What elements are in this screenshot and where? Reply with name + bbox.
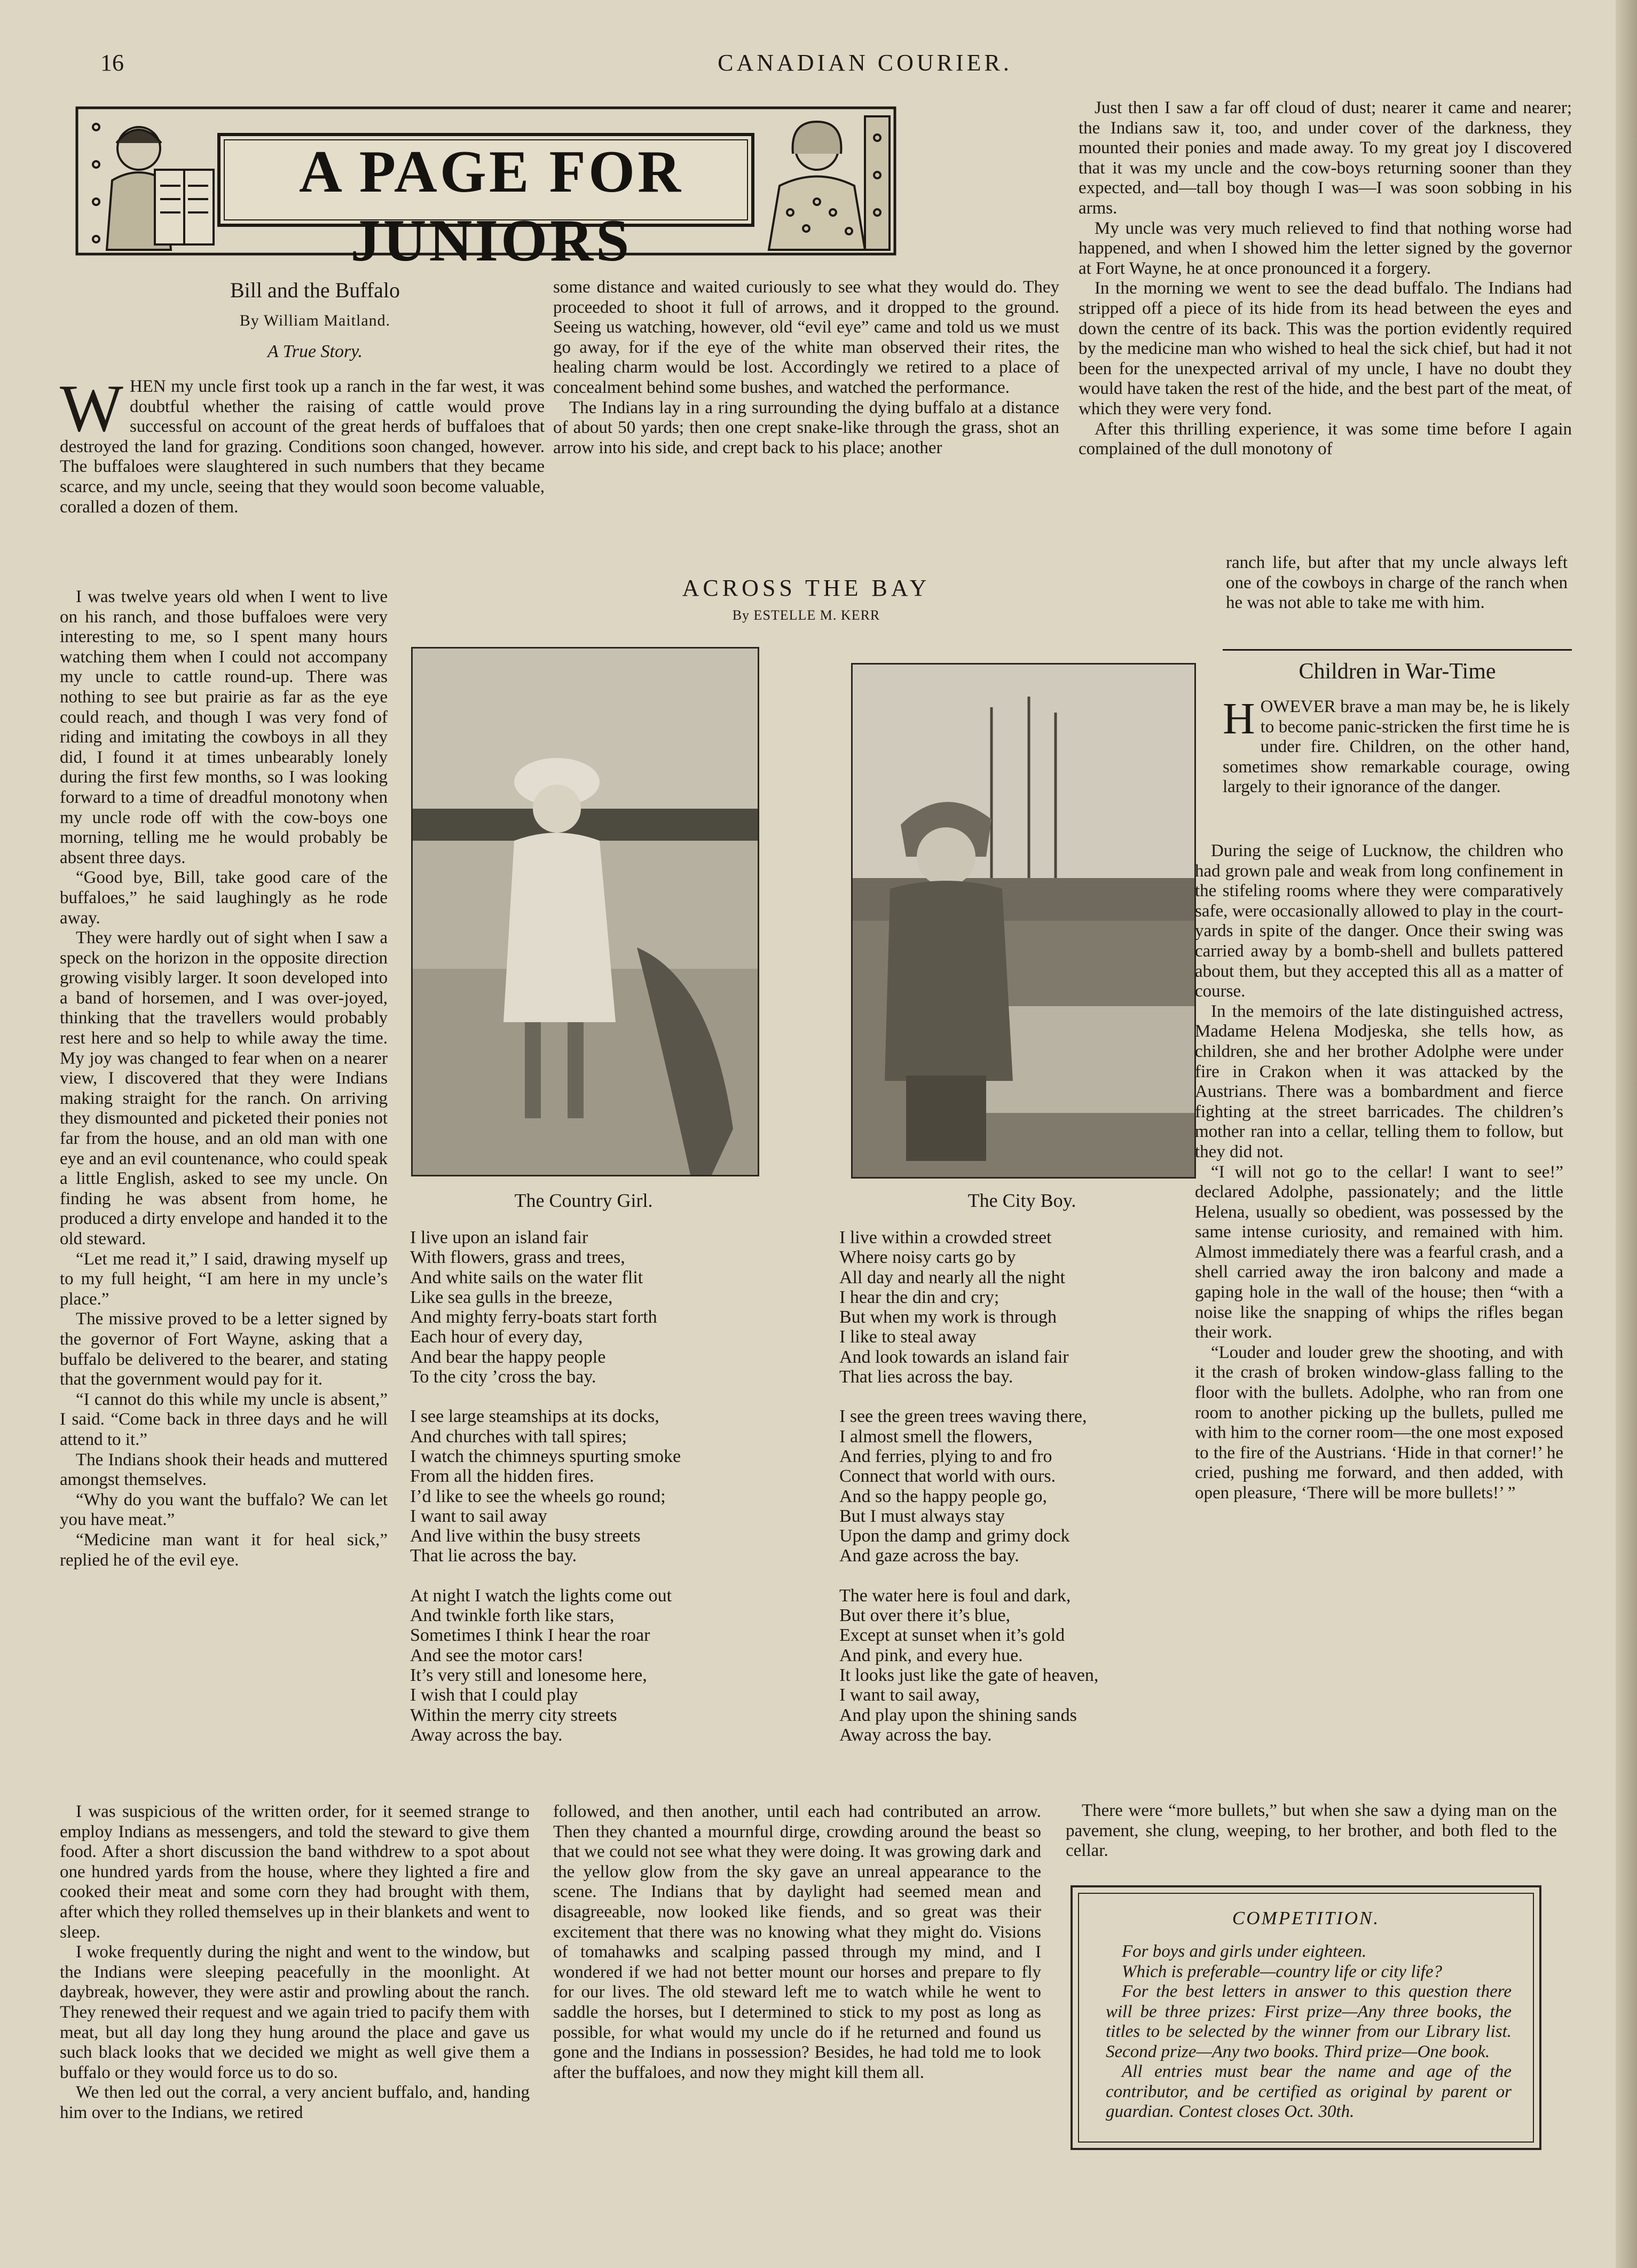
children-body bbox=[1195, 841, 1563, 1800]
poem-line: Upon the damp and grimy dock bbox=[839, 1526, 1070, 1546]
children-paragraph: During the seige of Lucknow, the children who had grown pale and weak from long confinement in the stifeling rooms where they were comparatively safe, were occasionally allowed to play in the court-yards in spite of the danger. Once their swing was carried away by a bomb-shell and bullets pattered about them, but they accepted this all as a matter of course. bbox=[1195, 841, 1563, 1001]
poem-byline: By ESTELLE M. KERR bbox=[732, 607, 880, 623]
poem-stanza bbox=[410, 1406, 741, 1566]
poem-line: And ferries, plying to and fro bbox=[839, 1446, 1052, 1466]
competition-paragraph: For boys and girls under eighteen. bbox=[1122, 1942, 1367, 1961]
story-paragraph: The Indians lay in a ring surrounding the dying buffalo at a distance of about 50 yards; then one crept snake-like through the grass, shot an arrow into his side, and crept back to his place; another bbox=[553, 398, 1059, 457]
page-number: 16 bbox=[100, 50, 124, 76]
poem-line: Except at sunset when it’s gold bbox=[839, 1625, 1065, 1646]
poem-line: At night I watch the lights come out bbox=[410, 1585, 672, 1606]
poem-line: But when my work is through bbox=[839, 1307, 1057, 1327]
country-girl-verses bbox=[410, 1228, 741, 1765]
section-rule bbox=[1223, 649, 1572, 651]
story-paragraph: HEN my uncle first took up a ranch in the far west, it was doubtful whether the raising of cattle would prove successful on account of the great herds of buffaloes that destroyed the land for grazing. Conditions soon changed, however. The buffaloes were slaughtered in such numbers that they became scarce, and my uncle, seeing that they would soon become valuable, coralled a dozen of them. bbox=[60, 377, 545, 517]
story-paragraph: The missive proved to be a letter signed by the governor of Fort Wayne, asking that a buffalo be delivered to the bearer, and stating that the government would pay for it. bbox=[60, 1309, 388, 1389]
competition-paragraph: For the best letters in answer to this question there will be three prizes: First prize—Any three books, the titles to be selected by the winner from our Library list. Second prize—Any two books. Third prize—One book. bbox=[1106, 1982, 1512, 2061]
city-boy-photo bbox=[851, 663, 1196, 1179]
children-paragraph: In the memoirs of the late distinguished actress, Madame Helena Modjeska, she tells how, as children, she and her brother Adolphe were under fire in Crakon when it was attacked by the Austrians. There was a bombardment and fierce fighting at the street barricades. The children’s mother ran into a cellar, telling them to follow, but they did not. bbox=[1195, 1001, 1563, 1161]
poem-line: That lie across the bay. bbox=[410, 1546, 577, 1566]
poem-line: I see large steamships at its docks, bbox=[410, 1406, 659, 1427]
poem-line: Like sea gulls in the breeze, bbox=[410, 1287, 613, 1307]
poem-line: I’d like to see the wheels go round; bbox=[410, 1486, 666, 1506]
competition-box bbox=[1071, 1885, 1541, 2150]
poem-line: I almost smell the flowers, bbox=[839, 1426, 1033, 1447]
story-column-3-top bbox=[1079, 98, 1572, 550]
poem-line: Each hour of every day, bbox=[410, 1327, 583, 1347]
competition-title: COMPETITION. bbox=[1232, 1908, 1380, 1929]
poem-line: And mighty ferry-boats start forth bbox=[410, 1307, 657, 1327]
poem-line: And churches with tall spires; bbox=[410, 1426, 627, 1447]
story-opening bbox=[60, 377, 545, 585]
story-paragraph: I was twelve years old when I went to live on his ranch, and those buffaloes were very interesting to me, so I spent many hours watching them when I could not accompany my uncle to cattle round-up. There was nothing to see but prairie as far as the eye could reach, and though I was very fond of riding and imitating the cowboys in all they did, I found it at times unbearably lonely during the first few months, so I was looking forward to a time of dreadful monotony when my uncle rode off with the cow-boys one morning, telling me he would probably be absent three days. bbox=[60, 587, 388, 867]
story-paragraph: “I cannot do this while my uncle is absent,” I said. “Come back in three days and he will attend to it.” bbox=[60, 1389, 388, 1449]
poem-line: I live within a crowded street bbox=[839, 1228, 1052, 1247]
poem-line: Sometimes I think I hear the roar bbox=[410, 1625, 650, 1646]
poem-line: And gaze across the bay. bbox=[839, 1546, 1019, 1566]
story-title: Bill and the Buffalo bbox=[230, 278, 400, 302]
story-paragraph: “Medicine man want it for heal sick,” replied he of the evil eye. bbox=[60, 1530, 388, 1570]
poem-line: And white sails on the water flit bbox=[410, 1267, 643, 1287]
poem-line: From all the hidden fires. bbox=[410, 1466, 594, 1487]
story-paragraph: In the morning we went to see the dead buffalo. The Indians had stripped off a piece of its hide from its head between the eyes and down the centre of its back. This was the portion evidently required by the medicine man who wished to heal the sick chief, but had it not been for the unexpected arrival of my uncle, I have no doubt they would have taken the rest of the hide, and the best part of the meat, of which they were very fond. bbox=[1079, 279, 1572, 418]
children-paragraph: OWEVER brave a man may be, he is likely to become panic-stricken the first time he is under fire. Children, on the other hand, sometimes show remarkable courage, owing largely to their ignorance of the danger. bbox=[1223, 697, 1570, 797]
poem-line: And look towards an island fair bbox=[839, 1347, 1069, 1367]
page-edge-shadow bbox=[1616, 0, 1637, 2268]
competition-text bbox=[1106, 1942, 1512, 2122]
poem-line: And so the happy people go, bbox=[839, 1486, 1048, 1506]
story-paragraph: After this thrilling experience, it was some time before I again complained of the dull monotony of bbox=[1079, 419, 1572, 459]
poem-stanza bbox=[839, 1586, 1192, 1745]
poem-line: I watch the chimneys spurting smoke bbox=[410, 1446, 681, 1466]
poem-line: To the city ’cross the bay. bbox=[410, 1367, 596, 1387]
story-paragraph: My uncle was very much relieved to find that nothing worse had happened, and when I showed him the letter signed by the governor at Fort Wayne, he at once pronounced it a forgery. bbox=[1079, 218, 1572, 278]
story-paragraph: followed, and then another, until each had contributed an arrow. Then they chanted a mournful dirge, crowding around the beast so that we could not see what they were doing. It was growing dark and the yellow glow from the sky gave an unreal appearance to the scene. The Indians that by daylight had seemed mean and disagreeable, now looked like fiends, and so great was their excitement that there was no knowing what they might do. Visions of tomahawks and scalping passed through my mind, and I wondered if we had not better mount our horses and prepare to fly for our lives. The old steward left me to watch while he went to saddle the horses, but I determined to stick to my post as long as possible, for what would my uncle do if he returned and found us gone and the Indians in possession? Besides, he had told me to look after the buffaloes, and now they might kill them all. bbox=[553, 1802, 1041, 2082]
story-column-3-narrow bbox=[1226, 553, 1568, 644]
poem-line: Away across the bay. bbox=[410, 1725, 563, 1745]
children-title: Children in War-Time bbox=[1298, 659, 1496, 684]
poem-line: Within the merry city streets bbox=[410, 1705, 617, 1725]
story-paragraph: “Good bye, Bill, take good care of the buffaloes,” he said laughingly as he rode away. bbox=[60, 868, 388, 928]
poem-stanza bbox=[410, 1228, 741, 1387]
story-dropcap: W bbox=[60, 377, 123, 446]
competition-paragraph: Which is preferable—country life or city life? bbox=[1122, 1962, 1442, 1981]
poem-line: The water here is foul and dark, bbox=[839, 1585, 1071, 1606]
story-paragraph: The Indians shook their heads and muttered amongst themselves. bbox=[60, 1450, 388, 1490]
poem-stanza bbox=[410, 1586, 741, 1745]
country-girl-caption: The Country Girl. bbox=[514, 1190, 653, 1211]
competition-paragraph: All entries must bear the name and age of the contributor, and be certified as original by parent or guardian. Contest closes Oct. 30th. bbox=[1106, 2062, 1512, 2121]
juniors-banner bbox=[75, 106, 897, 274]
poem-line: It looks just like the gate of heaven, bbox=[839, 1665, 1099, 1685]
story-column-2-bottom bbox=[553, 1802, 1041, 2213]
poem-line: And pink, and every hue. bbox=[839, 1645, 1023, 1665]
children-paragraph: “Louder and louder grew the shooting, and with it the crash of broken window-glass falling to the floor with the bullets. Adolphe, who ran from one room to another picking up the bullets, pulled me with him to the corner room—the one most exposed to the fire of the Austrians. ‘Hide in that corner!’ he cried, pushing me forward, and then added, with open pleasure, ‘There will be more bullets!’ ” bbox=[1195, 1342, 1563, 1503]
story-paragraph: We then led out the corral, a very ancient buffalo, and, handing him over to the Indians, we retired bbox=[60, 2083, 530, 2122]
story-column-1-narrow bbox=[60, 587, 388, 1804]
poem-line: And play upon the shining sands bbox=[839, 1705, 1077, 1725]
story-paragraph: “Why do you want the buffalo? We can let you have meat.” bbox=[60, 1490, 388, 1530]
poem-line: It’s very still and lonesome here, bbox=[410, 1665, 647, 1685]
story-tagline: A True Story. bbox=[267, 342, 363, 361]
story-paragraph: I was suspicious of the written order, for it seemed strange to employ Indians as messengers, and told the steward to give them food. After a short discussion the band withdrew to a spot about one hundred yards from the house, where they lighted a fire and cooked their meat and some corn they had brought with them, after which they rolled themselves up in their blankets and went to sleep. bbox=[60, 1802, 530, 1942]
boy-reading-illustration bbox=[93, 124, 214, 250]
banner-title: A PAGE FOR JUNIORS bbox=[299, 139, 683, 274]
girl-sewing-illustration bbox=[769, 116, 890, 250]
story-column-1-bottom bbox=[60, 1802, 530, 2197]
poem-line: All day and nearly all the night bbox=[839, 1267, 1065, 1287]
poem-line: And twinkle forth like stars, bbox=[410, 1606, 615, 1626]
story-paragraph: ranch life, but after that my uncle always left one of the cowboys in charge of the ranch when he was not able to take me with him. bbox=[1226, 553, 1568, 613]
poem-line: I live upon an island fair bbox=[410, 1228, 588, 1247]
poem-stanza bbox=[839, 1406, 1192, 1566]
poem-line: I hear the din and cry; bbox=[839, 1287, 999, 1307]
poem-line: Away across the bay. bbox=[839, 1725, 992, 1745]
poem-line: That lies across the bay. bbox=[839, 1367, 1013, 1387]
competition-inner-frame bbox=[1078, 1893, 1534, 2143]
poem-line: I want to sail away, bbox=[839, 1685, 980, 1705]
running-head: CANADIAN COURIER. bbox=[718, 50, 1012, 76]
country-girl-photo bbox=[411, 647, 759, 1176]
story-paragraph: I woke frequently during the night and went to the window, but the Indians were sleeping peacefully in the moonlight. At daybreak, however, they were astir and prowling about the ranch. They renewed their request and we again tried to pacify them with meat, but all day long they hung around the place and gave us such black looks that we decided we might as well give them a buffalo or they would force us to do so. bbox=[60, 1942, 530, 2082]
poem-line: With flowers, grass and trees, bbox=[410, 1247, 625, 1268]
poem-line: Where noisy carts go by bbox=[839, 1247, 1016, 1268]
children-opening bbox=[1223, 697, 1570, 847]
story-paragraph: “Let me read it,” I said, drawing myself up to my full height, “I am here in my uncle’s place.” bbox=[60, 1249, 388, 1309]
poem-line: And live within the busy streets bbox=[410, 1526, 641, 1546]
story-paragraph: some distance and waited curiously to see what they would do. They proceeded to shoot it full of arrows, and it dropped to the ground. Seeing us watching, however, old “evil eye” came and told us we must go away, for if the eye of the white man observed their rites, the healing charm would be lost. Accordingly we retired to a place of concealment behind some bushes, and watched the performance. bbox=[553, 278, 1059, 397]
children-closing bbox=[1066, 1801, 1557, 1870]
story-column-2-top bbox=[553, 278, 1059, 555]
poem-line: But I must always stay bbox=[839, 1506, 1005, 1526]
poem-line: And see the motor cars! bbox=[410, 1645, 584, 1665]
children-paragraph: “I will not go to the cellar! I want to see!” declared Adolphe, passionately; and the little Helena, usually so obedient, was possessed by the same intense curiosity, and remained with him. Almost immediately there was a fearful crash, and a shell carried away the iron balcony and made a gaping hole in the wall of the house; then “with a noise like the snapping of whips the rifles began their work. bbox=[1195, 1162, 1563, 1342]
poem-line: I want to sail away bbox=[410, 1506, 547, 1526]
poem-line: I like to steal away bbox=[839, 1327, 977, 1347]
poem-line: I see the green trees waving there, bbox=[839, 1406, 1087, 1427]
city-boy-verses bbox=[839, 1228, 1192, 1765]
story-byline: By William Maitland. bbox=[239, 312, 391, 329]
city-boy-caption: The City Boy. bbox=[967, 1190, 1076, 1211]
poem-stanza bbox=[839, 1228, 1192, 1387]
story-paragraph: Just then I saw a far off cloud of dust; nearer it came and nearer; the Indians saw it, too, and under cover of the darkness, they mounted their ponies and made away. To my great joy I discovered that it was my uncle and the cow-boys returning sooner than they expected, and—tall boy though I was—I was soon sobbing in his arms. bbox=[1079, 98, 1572, 218]
poem-line: But over there it’s blue, bbox=[839, 1606, 1011, 1626]
poem-line: I wish that I could play bbox=[410, 1685, 578, 1705]
children-dropcap: H bbox=[1223, 697, 1255, 744]
poem-line: Connect that world with ours. bbox=[839, 1466, 1056, 1487]
poem-line: And bear the happy people bbox=[410, 1347, 606, 1367]
story-paragraph: They were hardly out of sight when I saw a speck on the horizon in the opposite direction growing visibly larger. It soon developed into a band of horsemen, and I was over-joyed, thinking that the travellers would probably rest here and so help to while away the time. My joy was changed to fear when on a nearer view, I discovered that they were Indians making straight for the ranch. On arriving they dismounted and picketed their ponies not far from the house, and an old man with one eye and an evil countenance, who could speak a little English, asked to see my uncle. On finding he was absent from home, he produced a dirty envelope and handed it to the old steward. bbox=[60, 928, 388, 1248]
poem-heading: ACROSS THE BAY bbox=[682, 575, 931, 601]
children-paragraph: There were “more bullets,” but when she saw a dying man on the pavement, she clung, weeping, to her brother, and both fled to the cellar. bbox=[1066, 1801, 1557, 1861]
